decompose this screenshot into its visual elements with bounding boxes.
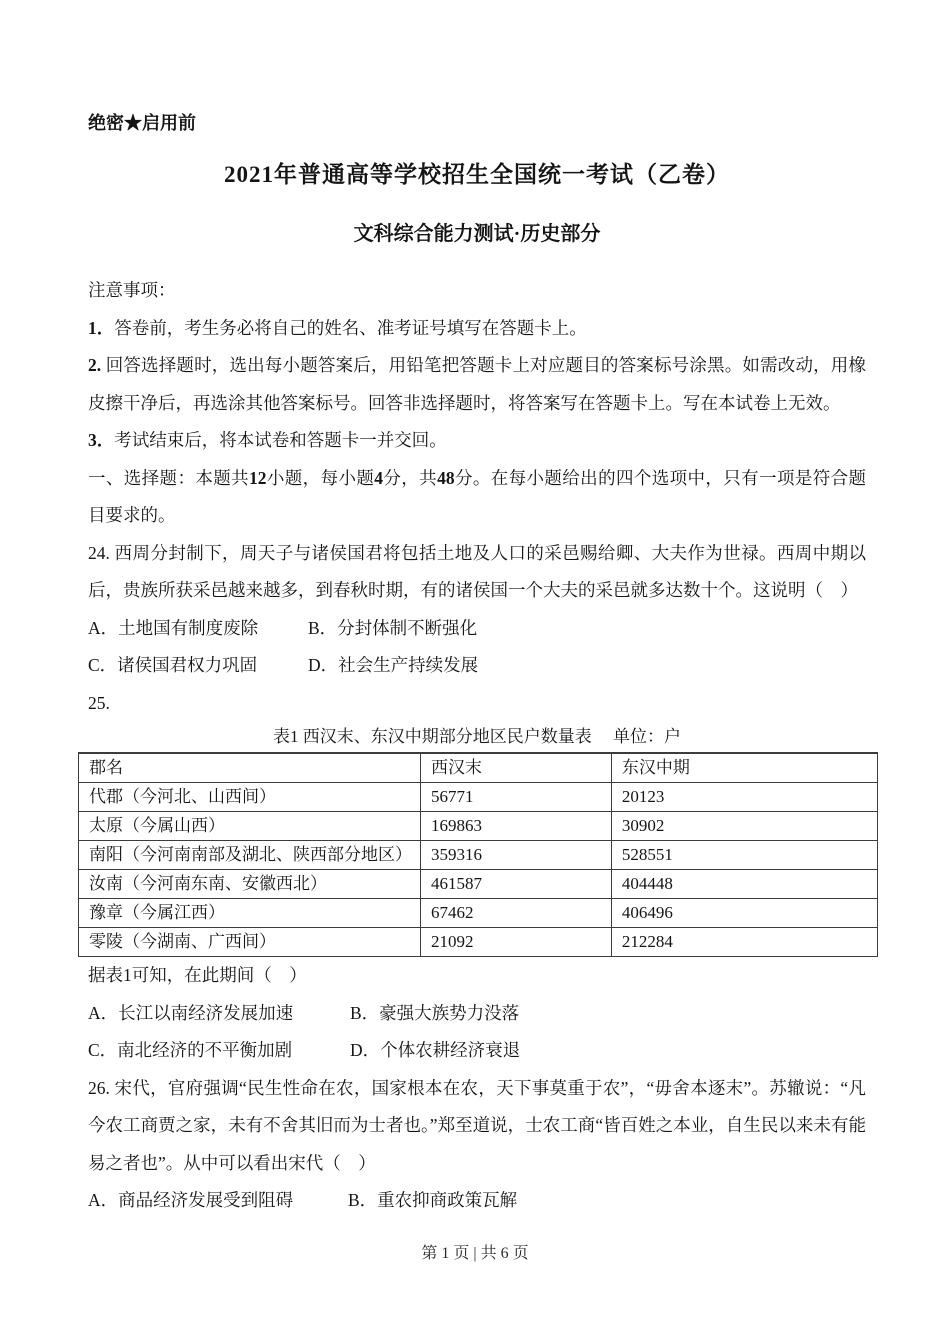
page-subtitle: 文科综合能力测试·历史部分 [353,223,601,245]
table-cell-western-han: 21092 [420,928,611,957]
table-cell-western-han: 56771 [420,783,611,812]
table-row [79,899,878,928]
question-25-option-b: B．豪强大族势力没落 [350,1002,520,1023]
question-24-options-row-2 [88,647,866,685]
question-24-stem: 24. 西周分封制下，周天子与诸侯国君将包括土地及人口的采邑赐给卿、大夫作为世禄。西周中期以后，贵族所获采邑越来越多，到春秋时期，有的诸侯国一个大夫的采邑就多达数十个。这说明（ ） [88,542,866,600]
section-text-part: 分，共 [383,467,438,488]
question-24-option-b: B．分封体制不断强化 [308,617,478,638]
notice-item-3 [88,422,866,460]
table-cell-western-han: 169863 [420,812,611,841]
household-data-table [78,752,878,957]
question-25-stem: 据表1可知，在此期间（ ） [88,965,307,985]
table-cell-eastern-han: 212284 [611,928,877,957]
question-26-stem: 26. 宋代，官府强调“民生性命在农，国家根本在农，天下事莫重于农”，“毋舍本逐末”。苏辙说：“凡今农工商贾之家，未有不舍其旧而为士者也。”郑至道说，士农工商“皆百姓之本业，自生民以来未有能易之者也”。从中可以看出宋代（ ） [88,1077,866,1173]
section-points-each: 4 [374,467,383,488]
table-header-row [79,753,878,783]
notice-item-2-text: 回答选择题时，选出每小题答案后，用铅笔把答题卡上对应题目的答案标号涂黑。如需改动，用橡皮擦干净后，再选涂其他答案标号。回答非选择题时，将答案写在答题卡上。写在本试卷上无效。 [88,355,866,413]
table-header-eastern-han: 东汉中期 [611,753,877,783]
table-cell-western-han: 461587 [420,870,611,899]
question-24-option-d: D．社会生产持续发展 [308,655,479,675]
question-24-option-a: A．土地国有制度废除 [88,617,259,638]
table-cell-eastern-han: 406496 [611,899,877,928]
table-cell-region: 零陵（今湖南、广西间） [79,928,421,957]
notice-item-3-text: 考试结束后，将本试卷和答题卡一并交回。 [114,430,447,450]
section-text-part: 分。在每小题给出的四个选项中，只有一项是符合题目要求的。 [88,467,867,525]
notice-item-1 [88,310,866,348]
notice-item-2 [88,347,866,422]
question-25-number: 25. [88,692,110,713]
notice-item-1-number: 1． [88,317,115,338]
question-25-option-d: D．个体农耕经济衰退 [350,1040,521,1060]
section-text-part: 一、选择题：本题共 [88,467,250,488]
table-cell-region: 太原（今属山西） [79,812,421,841]
table-cell-eastern-han: 404448 [611,870,877,899]
section-text-part: 小题，每小题 [266,467,375,488]
table-row [79,928,878,957]
page-footer: 第 1 页 | 共 6 页 [421,1245,529,1262]
section-points-total: 48 [437,467,455,488]
table-header-western-han: 西汉末 [420,753,611,783]
table-cell-eastern-han: 528551 [611,841,877,870]
notice-heading: 注意事项： [88,280,176,300]
table-row [79,783,878,812]
question-25-option-c: C．南北经济的不平衡加剧 [88,1040,293,1060]
question-24-options-row-1 [88,610,866,648]
page-title: 2021年普通高等学校招生全国统一考试（乙卷） [224,162,730,187]
table-header-region: 郡名 [79,753,421,783]
question-25-options-row-2 [88,1032,866,1070]
table-cell-region: 代郡（今河北、山西间） [79,783,421,812]
question-26-option-b: B．重农抑商政策瓦解 [348,1190,518,1210]
table-row [79,812,878,841]
question-25-options-row-1 [88,995,866,1033]
table-row [79,870,878,899]
notice-item-1-text: 答卷前，考生务必将自己的姓名、准考证号填写在答题卡上。 [114,317,587,338]
table-cell-region: 豫章（今属江西） [79,899,421,928]
notice-item-3-number: 3． [88,430,115,450]
secret-label: 绝密★启用前 [88,113,196,133]
table-cell-western-han: 67462 [420,899,611,928]
question-24-option-c: C．诸侯国君权力巩固 [88,655,258,675]
table-cell-region: 汝南（今河南东南、安徽西北） [79,870,421,899]
section-count-questions: 12 [249,467,267,488]
table-cell-western-han: 359316 [420,841,611,870]
table-cell-eastern-han: 20123 [611,783,877,812]
table-cell-eastern-han: 30902 [611,812,877,841]
table-cell-region: 南阳（今河南南部及湖北、陕西部分地区） [79,841,421,870]
section-heading [88,460,866,535]
question-25-option-a: A．长江以南经济发展加速 [88,1002,294,1023]
question-26-option-a: A．商品经济发展受到阻碍 [88,1190,294,1210]
table-caption: 表1 西汉末、东汉中期部分地区民户数量表 单位：户 [273,727,681,746]
question-26-options-row-1 [88,1182,866,1220]
notice-item-2-number: 2. [88,355,106,375]
table-row [79,841,878,870]
